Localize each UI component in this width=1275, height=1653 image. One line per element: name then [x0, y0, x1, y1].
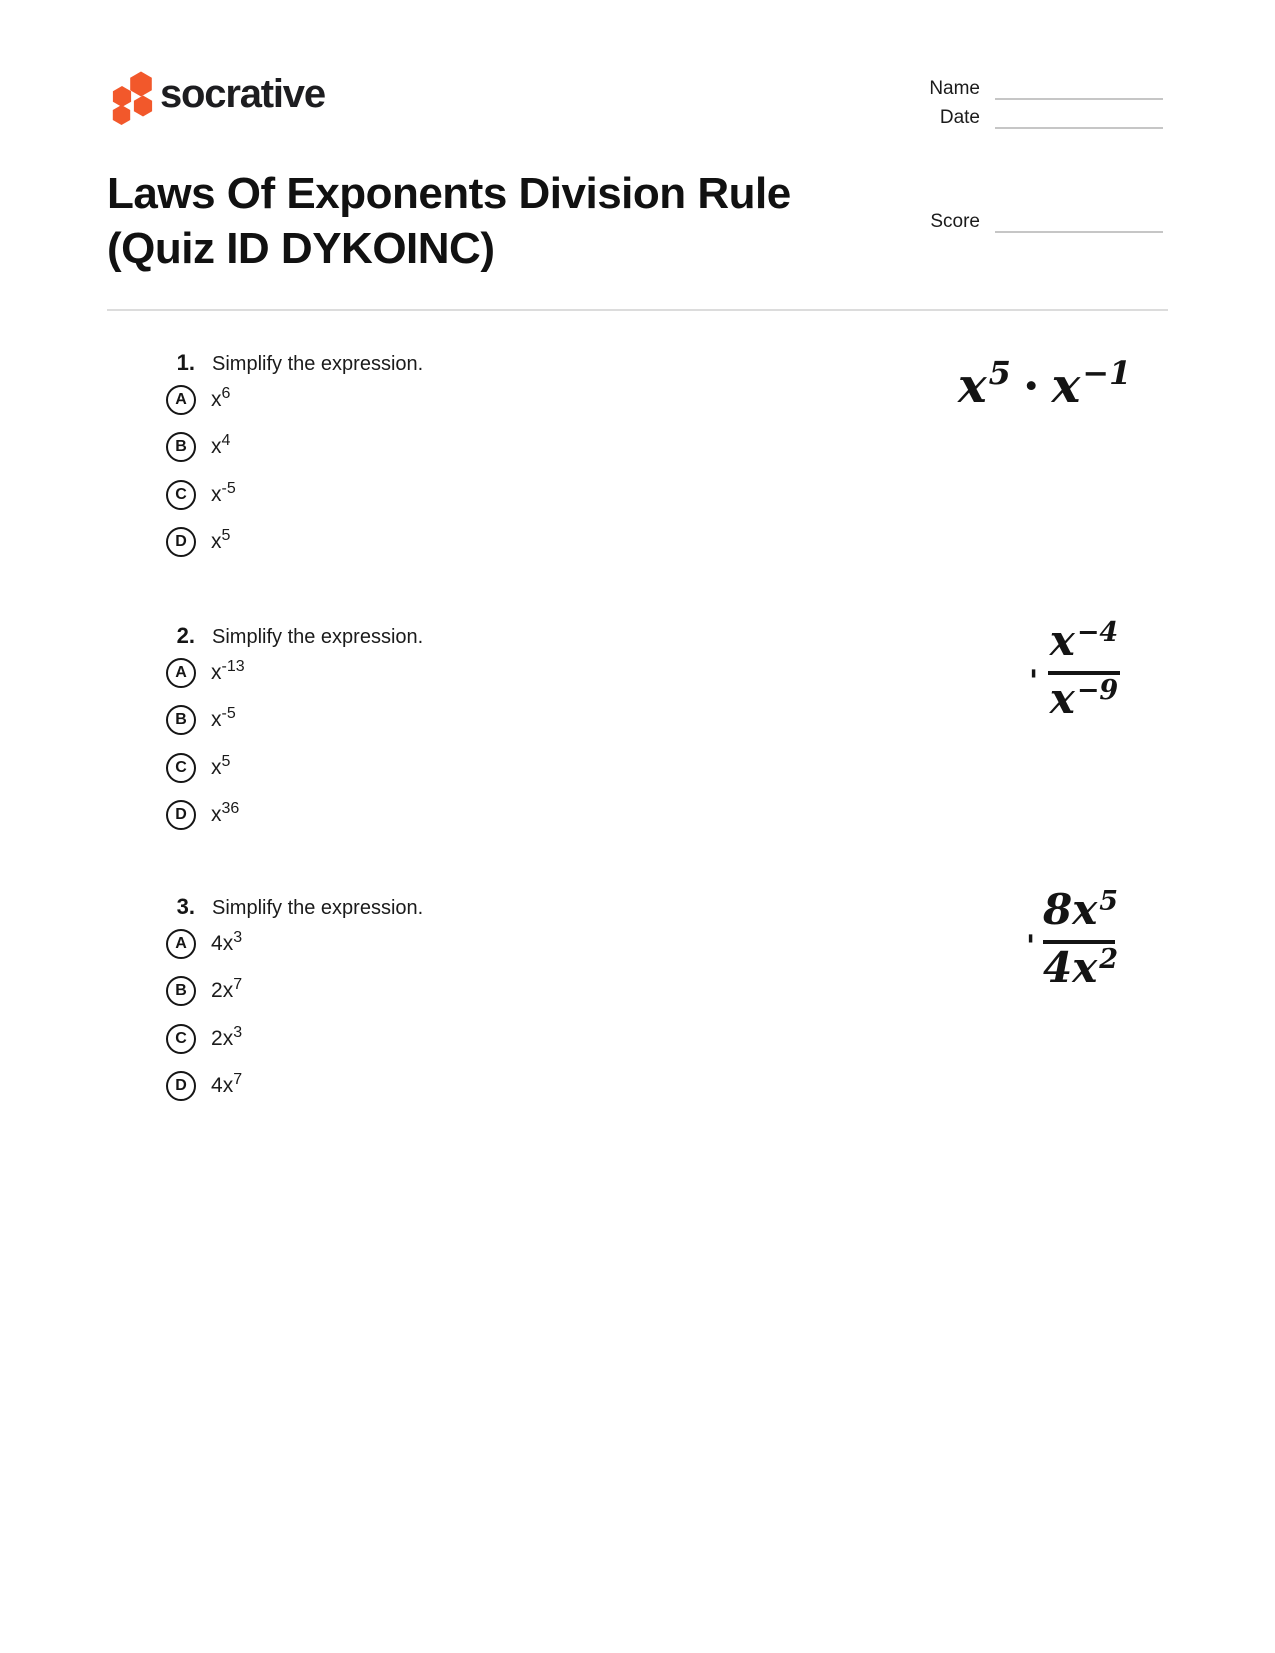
question-3-expression — [1043, 885, 1119, 995]
name-label: Name — [929, 78, 980, 99]
stray-tick-mark: ' — [1026, 929, 1036, 964]
option-value: $x^4$ — [211, 432, 231, 459]
answer-bubble[interactable] — [166, 1024, 196, 1054]
score-blank-line[interactable] — [995, 212, 1163, 233]
fraction-numerator: $x^{-4}$ — [1049, 616, 1119, 665]
option-value: $x^{-13}$ — [211, 657, 245, 684]
header-divider — [107, 309, 1168, 311]
question-number: 1. — [176, 350, 195, 375]
option-b[interactable] — [140, 968, 840, 1016]
option-letter: C — [175, 1029, 187, 1047]
answer-bubble[interactable] — [166, 385, 196, 415]
option-value: $x^5$ — [211, 527, 231, 554]
socrative-logo-icon — [101, 61, 159, 127]
question-prompt: Simplify the expression. — [212, 897, 424, 919]
answer-bubble[interactable] — [166, 929, 196, 959]
option-value: $x^{-5}$ — [211, 479, 236, 506]
answer-bubble[interactable] — [166, 432, 196, 462]
question-1-options — [140, 376, 840, 566]
option-value: $2x^7$ — [211, 976, 243, 1003]
option-value: $4x^7$ — [211, 1071, 243, 1098]
score-label: Score — [930, 211, 980, 232]
answer-bubble[interactable] — [166, 527, 196, 557]
question-2-expression — [1048, 616, 1120, 726]
date-blank-line[interactable] — [995, 108, 1163, 129]
answer-bubble[interactable] — [166, 705, 196, 735]
option-letter: B — [175, 711, 187, 729]
question-2-header — [140, 623, 840, 649]
option-a[interactable] — [140, 376, 840, 424]
question-3-header — [140, 894, 840, 920]
option-c[interactable] — [140, 471, 840, 519]
score-field — [860, 211, 1163, 233]
option-c[interactable] — [140, 1015, 840, 1063]
fraction-denominator: $x^{-9}$ — [1049, 674, 1119, 723]
question-1 — [140, 350, 840, 566]
option-a[interactable] — [140, 920, 840, 968]
answer-bubble[interactable] — [166, 753, 196, 783]
option-value: $x^{-5}$ — [211, 705, 236, 732]
option-value: $x^{36}$ — [211, 800, 240, 827]
option-letter: A — [175, 663, 187, 681]
question-prompt: Simplify the expression. — [212, 626, 424, 648]
fraction-denominator: $4x^2$ — [1043, 943, 1119, 992]
option-letter: B — [175, 438, 187, 456]
option-value: $x^5$ — [211, 752, 231, 779]
option-letter: C — [175, 758, 187, 776]
name-blank-line[interactable] — [995, 79, 1163, 100]
answer-bubble[interactable] — [166, 658, 196, 688]
answer-bubble[interactable] — [166, 480, 196, 510]
option-letter: D — [175, 533, 187, 551]
option-c[interactable] — [140, 744, 840, 792]
option-letter: C — [175, 485, 187, 503]
question-3 — [140, 894, 840, 1110]
brand-wordmark: socrative — [160, 72, 325, 116]
question-prompt: Simplify the expression. — [212, 353, 424, 375]
option-letter: D — [175, 806, 187, 824]
option-value: $4x^3$ — [211, 928, 243, 955]
option-d[interactable] — [140, 519, 840, 567]
option-b[interactable] — [140, 424, 840, 472]
question-number: 2. — [176, 623, 195, 648]
answer-bubble[interactable] — [166, 1071, 196, 1101]
fraction-numerator: $8x^5$ — [1043, 885, 1119, 934]
name-field — [860, 78, 1163, 100]
date-label: Date — [939, 107, 980, 128]
option-letter: A — [175, 390, 187, 408]
option-value: $2x^3$ — [211, 1023, 243, 1050]
page-title-line2: (Quiz ID DYKOINC) — [107, 224, 495, 273]
answer-bubble[interactable] — [166, 800, 196, 830]
question-3-options — [140, 920, 840, 1110]
option-b[interactable] — [140, 697, 840, 745]
option-letter: A — [175, 934, 187, 952]
option-letter: D — [175, 1077, 187, 1095]
question-2 — [140, 623, 840, 839]
question-2-options — [140, 649, 840, 839]
stray-tick-mark: ' — [1029, 664, 1039, 699]
option-d[interactable] — [140, 1063, 840, 1111]
question-1-header — [140, 350, 840, 376]
page-title — [107, 166, 887, 276]
question-1-expression: $x^5 \cdot x^{-1}$ — [958, 354, 1132, 414]
multiplication-dot: · — [1022, 358, 1040, 414]
answer-bubble[interactable] — [166, 976, 196, 1006]
date-field — [860, 107, 1163, 129]
page-title-line1: Laws Of Exponents Division Rule — [107, 169, 791, 218]
option-letter: B — [175, 982, 187, 1000]
option-a[interactable] — [140, 649, 840, 697]
option-d[interactable] — [140, 792, 840, 840]
option-value: $x^6$ — [211, 384, 231, 411]
question-number: 3. — [176, 894, 195, 919]
